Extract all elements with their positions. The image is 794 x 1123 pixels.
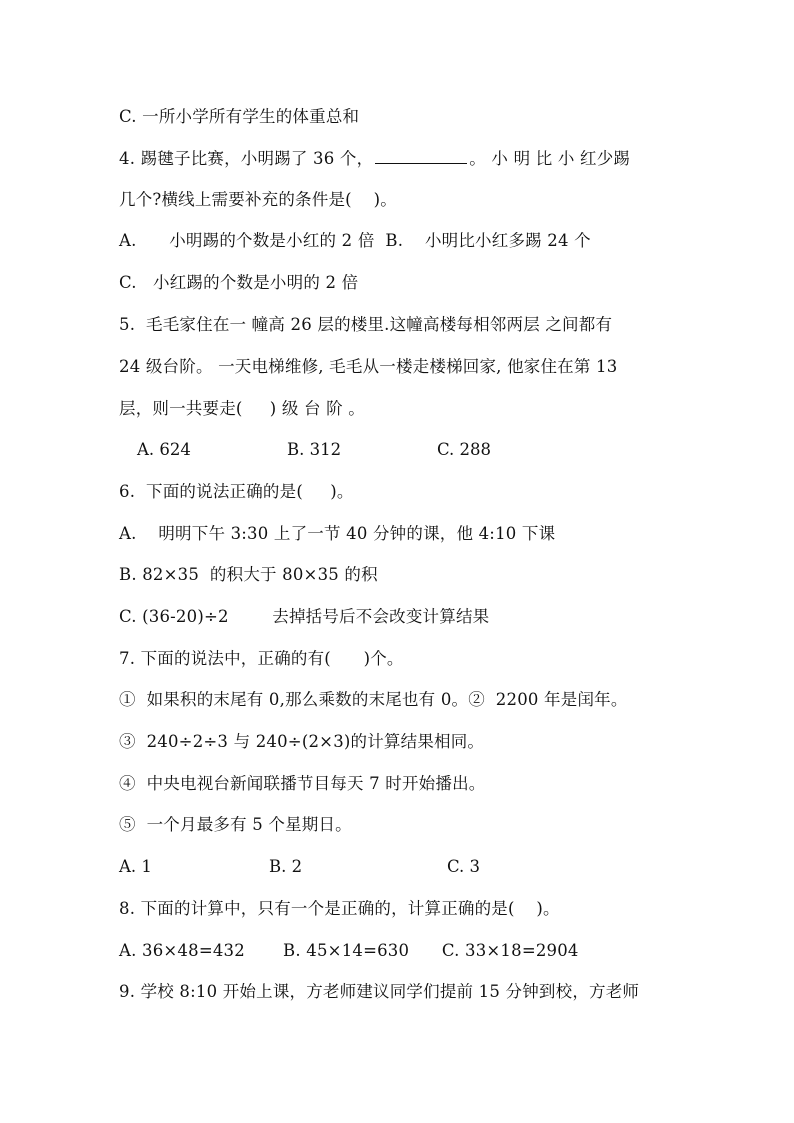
q6-option-c: C. (36-20)÷2 去掉括号后不会改变计算结果: [119, 607, 490, 626]
q8-options: A. 36×48=432 B. 45×14=630 C. 33×18=2904: [119, 941, 579, 960]
q4-option-c: C. 小红踢的个数是小明的 2 倍: [119, 273, 359, 292]
q5-option-b: B. 312: [287, 440, 342, 459]
q4-stem-part-1: 4. 踢毽子比赛，小明踢了 36 个，: [119, 149, 374, 168]
q5-stem-line-2: 24 级台阶。 一天电梯维修, 毛毛从一楼走楼梯回家, 他家住在第 13: [119, 357, 618, 376]
q7-statement-3: ③ 240÷2÷3 与 240÷(2×3)的计算结果相同。: [119, 732, 485, 751]
q5-option-a: A. 624: [137, 440, 191, 459]
q7-option-a: A. 1: [119, 857, 152, 876]
q5-stem-line-1: 5. 毛毛家住在一 幢高 26 层的楼里.这幢高楼每相邻两层 之间都有: [119, 315, 613, 334]
q3-option-c: C. 一所小学所有学生的体重总和: [119, 107, 360, 126]
q4-stem-line-1: [119, 147, 630, 171]
q6-option-a: A. 明明下午 3:30 上了一节 40 分钟的课，他 4:10 下课: [119, 524, 556, 543]
q4-options-ab: A. 小明踢的个数是小红的 2 倍 B. 小明比小红多踢 24 个: [119, 231, 591, 250]
q5-option-c: C. 288: [437, 440, 492, 459]
q4-stem-line-2: 几个?横线上需要补充的条件是( )。: [119, 190, 397, 209]
q7-statement-1-2: ① 如果积的末尾有 0,那么乘数的末尾也有 0。② 2200 年是闰年。: [119, 690, 628, 709]
q7-option-c: C. 3: [447, 857, 481, 876]
q6-stem: 6. 下面的说法正确的是( )。: [119, 482, 354, 501]
q7-option-b: B. 2: [269, 857, 303, 876]
q7-stem: 7. 下面的说法中，正确的有( )个。: [119, 649, 404, 668]
answer-blank: [375, 147, 467, 164]
q4-stem-part-2: 。 小 明 比 小 红少踢: [469, 149, 631, 168]
q6-option-b: B. 82×35 的积大于 80×35 的积: [119, 565, 378, 584]
q7-statement-4: ④ 中央电视台新闻联播节目每天 7 时开始播出。: [119, 774, 486, 793]
q7-statement-5: ⑤ 一个月最多有 5 个星期日。: [119, 815, 352, 834]
q9-stem: 9. 学校 8:10 开始上课，方老师建议同学们提前 15 分钟到校，方老师: [119, 982, 640, 1001]
q5-stem-line-3: 层，则一共要走( ) 级 台 阶 。: [119, 399, 365, 418]
q8-stem: 8. 下面的计算中，只有一个是正确的，计算正确的是( )。: [119, 899, 560, 918]
